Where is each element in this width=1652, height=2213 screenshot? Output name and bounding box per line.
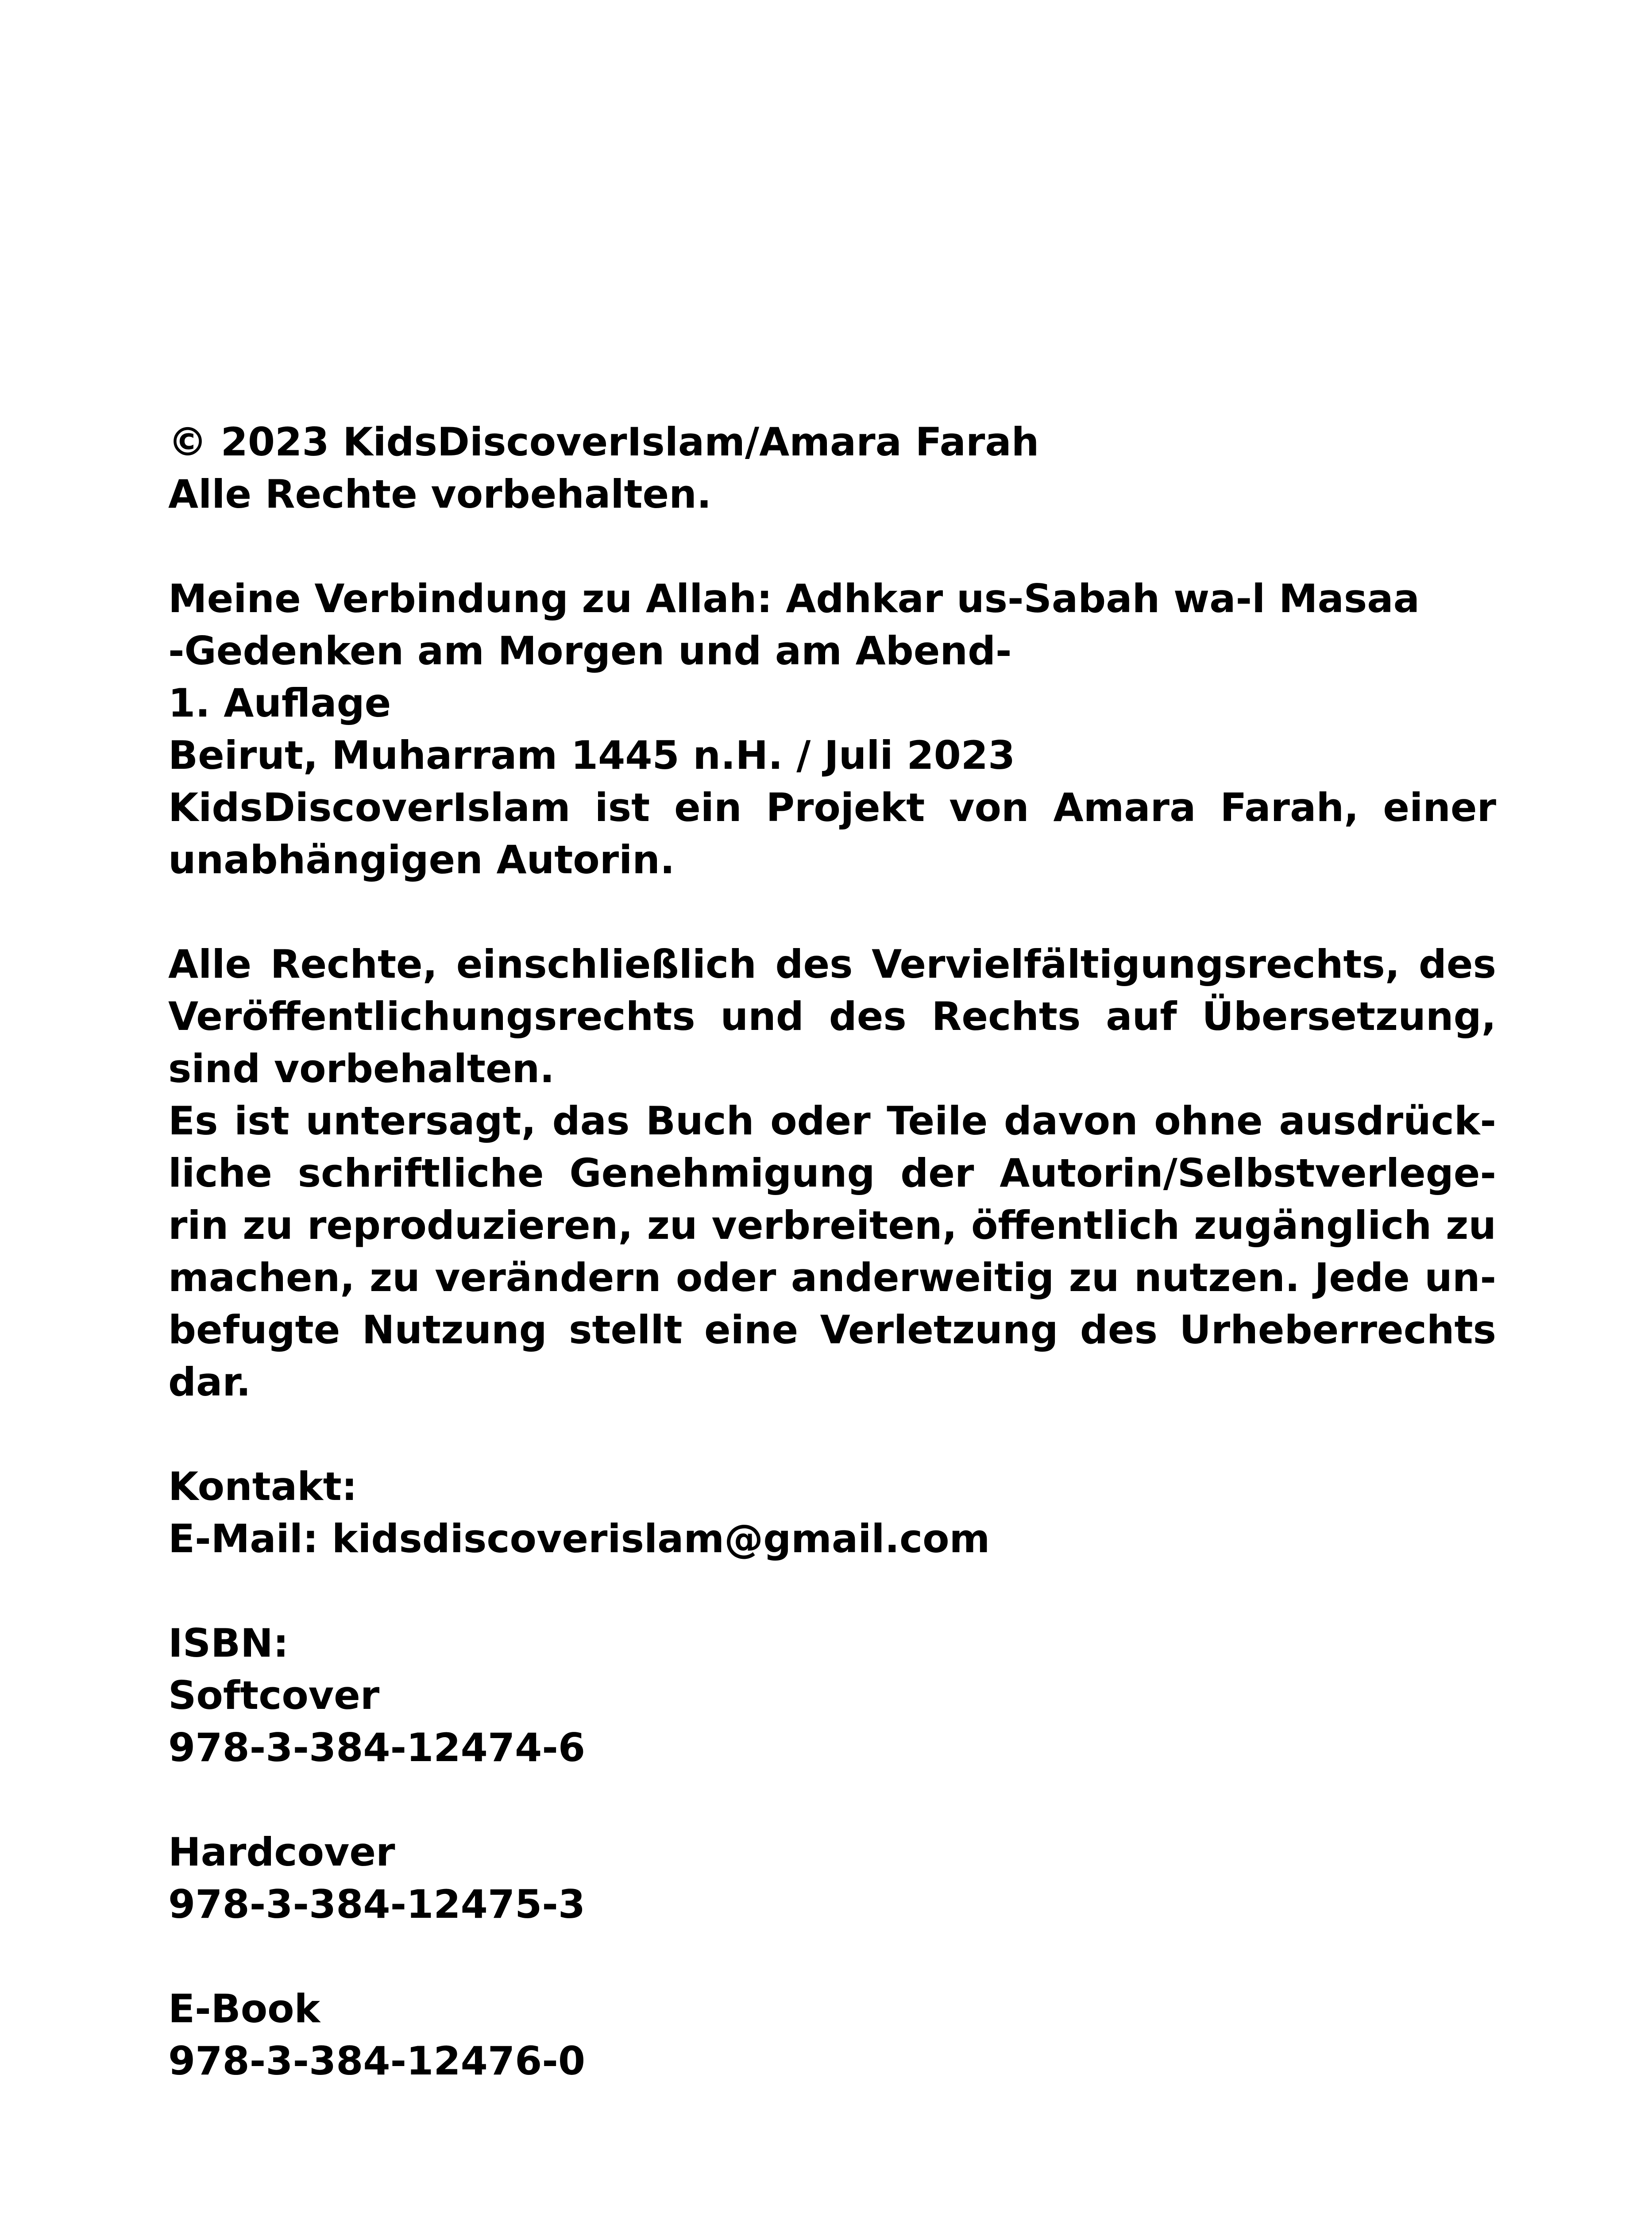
spacer	[168, 1774, 1496, 1826]
isbn-ebook-label: E-Book	[168, 1986, 320, 2032]
isbn-softcover-number: 978-3-384-12474-6	[168, 1725, 586, 1770]
rights-paragraph-line: liche schriftliche Genehmigung der Autorin/Selbstverlege-	[168, 1150, 1496, 1196]
spacer	[168, 1408, 1496, 1461]
imprint-text	[168, 416, 1496, 2087]
rights-paragraph-line: Es ist untersagt, das Buch oder Teile davon ohne ausdrück-	[168, 1098, 1496, 1144]
rights-paragraph-line: Veröffentlichungsrechts und des Rechts auf Übersetzung,	[168, 994, 1496, 1039]
rights-paragraph-line: sind vorbehalten.	[168, 1046, 555, 1091]
spacer	[168, 1931, 1496, 1983]
edition-line: 1. Auflage	[168, 680, 391, 726]
project-line: KidsDiscoverIslam ist ein Projekt von Amara Farah, einer	[168, 785, 1496, 830]
book-subtitle-line: -Gedenken am Morgen und am Abend-	[168, 628, 1012, 674]
contact-email: E-Mail: kidsdiscoverislam@gmail.com	[168, 1516, 990, 1561]
spacer	[168, 1565, 1496, 1617]
rights-paragraph-line: befugte Nutzung stellt eine Verletzung des Urheberrechts	[168, 1307, 1496, 1353]
book-title-line: Meine Verbindung zu Allah: Adhkar us-Sabah wa-l Masaa	[168, 576, 1420, 621]
rights-paragraph-line: machen, zu verändern oder anderweitig zu nutzen. Jede un-	[168, 1255, 1496, 1300]
spacer	[168, 886, 1496, 938]
rights-paragraph-line: Alle Rechte, einschließlich des Vervielfältigungsrechts, des	[168, 941, 1496, 987]
rights-reserved-line: Alle Rechte vorbehalten.	[168, 471, 712, 517]
isbn-softcover-label: Softcover	[168, 1673, 380, 1718]
project-line: unabhängigen Autorin.	[168, 837, 675, 883]
copyright-line: © 2023 KidsDiscoverIslam/Amara Farah	[168, 419, 1039, 465]
place-date-line: Beirut, Muharram 1445 n.H. / Juli 2023	[168, 733, 1015, 778]
isbn-hardcover-label: Hardcover	[168, 1829, 395, 1875]
isbn-ebook-number: 978-3-384-12476-0	[168, 2038, 586, 2084]
rights-paragraph-line: dar.	[168, 1359, 251, 1405]
contact-heading: Kontakt:	[168, 1464, 357, 1509]
spacer	[168, 520, 1496, 573]
isbn-heading: ISBN:	[168, 1620, 289, 1666]
isbn-hardcover-number: 978-3-384-12475-3	[168, 1881, 586, 1927]
rights-paragraph-line: rin zu reproduzieren, zu verbreiten, öffentlich zugänglich zu	[168, 1203, 1496, 1248]
